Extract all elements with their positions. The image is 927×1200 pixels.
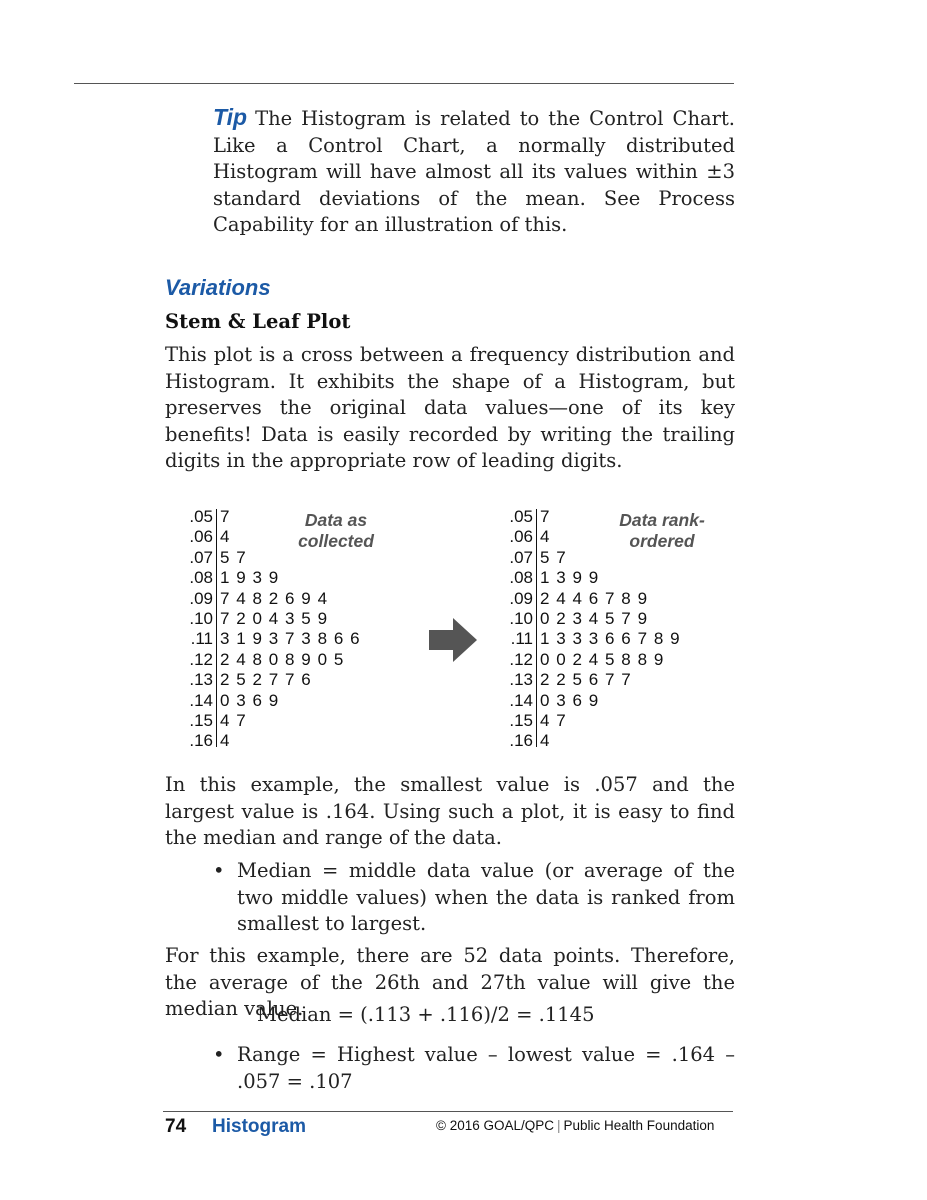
stem-value: .10 bbox=[189, 609, 213, 628]
leaf-values: 4 bbox=[220, 527, 230, 547]
stem-value: .13 bbox=[189, 670, 213, 690]
median-definition: Median = middle data value (or average of the two middle values) when the data is ranked from smallest to largest. bbox=[237, 859, 735, 935]
leaf-values: 5 7 bbox=[540, 547, 566, 567]
tip-label: Tip bbox=[213, 104, 248, 130]
publisher-text: Public Health Foundation bbox=[563, 1118, 715, 1133]
leaf-values: 0 3 6 9 bbox=[540, 690, 599, 710]
leaf-values: 4 7 bbox=[220, 711, 246, 730]
leaf-values: 2 2 5 6 7 7 bbox=[540, 670, 631, 690]
example-paragraph: In this example, the smallest value is .057 and the largest value is .164. Using such a plot, it is easy to find the median and range of the data. bbox=[165, 773, 735, 849]
caption-line: ordered bbox=[629, 531, 695, 551]
tip-text: The Histogram is related to the Control Chart. Like a Control Chart, a normally distributed Histogram will have almost all its values within ±3 standard deviations of the mean. See Process Capability for an illustration of this. bbox=[213, 107, 735, 236]
stem-value: .08 bbox=[509, 568, 533, 588]
stem-value: .11 bbox=[510, 629, 533, 649]
stem-value: .12 bbox=[509, 649, 533, 669]
right-arrow-icon bbox=[429, 618, 477, 662]
leaf-values: 3 1 9 3 7 3 8 6 6 bbox=[220, 629, 360, 649]
stem-value: .15 bbox=[189, 711, 213, 730]
leaf-values: 2 5 2 7 7 6 bbox=[220, 670, 311, 690]
page-number: 74 bbox=[165, 1116, 187, 1137]
leaf-values: 0 2 3 4 5 7 9 bbox=[540, 609, 648, 628]
footer-separator: | bbox=[557, 1118, 561, 1133]
stem-value: .16 bbox=[509, 731, 533, 751]
range-bullet bbox=[213, 1042, 735, 1095]
intro-paragraph: This plot is a cross between a frequency distribution and Histogram. It exhibits the shape of a Histogram, but preserves the original data values—one of its key benefits! Data is easily recorded by writing the trailing digits in the appropriate row of leading digits. bbox=[165, 343, 735, 472]
caption-line: Data as bbox=[304, 510, 368, 530]
bullet-dot: • bbox=[213, 1043, 225, 1066]
top-rule bbox=[74, 83, 734, 84]
range-definition: Range = Highest value – lowest value = .164 – .057 = .107 bbox=[237, 1043, 735, 1093]
subsection-heading: Stem & Leaf Plot bbox=[165, 310, 351, 333]
leaf-values: 4 bbox=[220, 731, 230, 751]
leaf-values: 1 9 3 9 bbox=[220, 568, 279, 588]
leaf-values: 7 bbox=[220, 507, 230, 526]
bullet-dot: • bbox=[213, 859, 225, 882]
stem-value: .15 bbox=[509, 711, 533, 730]
stem-value: .14 bbox=[509, 690, 533, 710]
plot-caption-ranked bbox=[600, 510, 724, 552]
stem-value: .06 bbox=[189, 527, 213, 547]
median-bullet bbox=[213, 858, 735, 938]
stem-value: .07 bbox=[189, 547, 213, 567]
footer-chapter-title: Histogram bbox=[212, 1116, 306, 1137]
leaf-values: 0 3 6 9 bbox=[220, 690, 279, 710]
stem-value: .06 bbox=[509, 527, 533, 547]
caption-line: collected bbox=[298, 531, 374, 551]
stem-value: .16 bbox=[189, 731, 213, 751]
stem-value: .09 bbox=[189, 588, 213, 608]
plot-caption-collected bbox=[276, 510, 396, 552]
median-formula: Median = (.113 + .116)/2 = .1145 bbox=[257, 1003, 595, 1026]
caption-line: Data rank- bbox=[619, 510, 705, 530]
stem-value: .10 bbox=[509, 609, 533, 628]
stem-divider-line bbox=[216, 509, 217, 747]
stem-value: .11 bbox=[190, 629, 213, 649]
section-heading: Variations bbox=[165, 275, 271, 300]
tip-box bbox=[213, 104, 735, 239]
stem-value: .08 bbox=[189, 568, 213, 588]
leaf-values: 4 7 bbox=[540, 711, 566, 730]
leaf-values: 1 3 9 9 bbox=[540, 568, 599, 588]
stem-value: .09 bbox=[509, 588, 533, 608]
leaf-values: 5 7 bbox=[220, 547, 246, 567]
leaf-values: 7 4 8 2 6 9 4 bbox=[220, 588, 328, 608]
leaf-values: 0 0 2 4 5 8 8 9 bbox=[540, 649, 664, 669]
leaf-values: 7 2 0 4 3 5 9 bbox=[220, 609, 328, 628]
stem-value: .13 bbox=[509, 670, 533, 690]
stem-value: .12 bbox=[189, 649, 213, 669]
leaf-values: 1 3 3 3 6 6 7 8 9 bbox=[540, 629, 680, 649]
leaf-values: 7 bbox=[540, 507, 550, 526]
stem-value: .14 bbox=[189, 690, 213, 710]
leaf-values: 2 4 8 0 8 9 0 5 bbox=[220, 649, 344, 669]
footer-copyright bbox=[436, 1118, 714, 1133]
leaf-values: 2 4 4 6 7 8 9 bbox=[540, 588, 648, 608]
copyright-text: © 2016 GOAL/QPC bbox=[436, 1118, 554, 1133]
leaf-values: 4 bbox=[540, 527, 550, 547]
footer-rule bbox=[163, 1111, 733, 1112]
stem-value: .05 bbox=[509, 507, 533, 526]
stem-value: .07 bbox=[509, 547, 533, 567]
data-points-paragraph: For this example, there are 52 data points. Therefore, the average of the 26th and 27th value will give the median value. bbox=[165, 944, 735, 1020]
stem-value: .05 bbox=[189, 507, 213, 526]
leaf-values: 4 bbox=[540, 731, 550, 751]
stem-divider-line bbox=[536, 509, 537, 747]
